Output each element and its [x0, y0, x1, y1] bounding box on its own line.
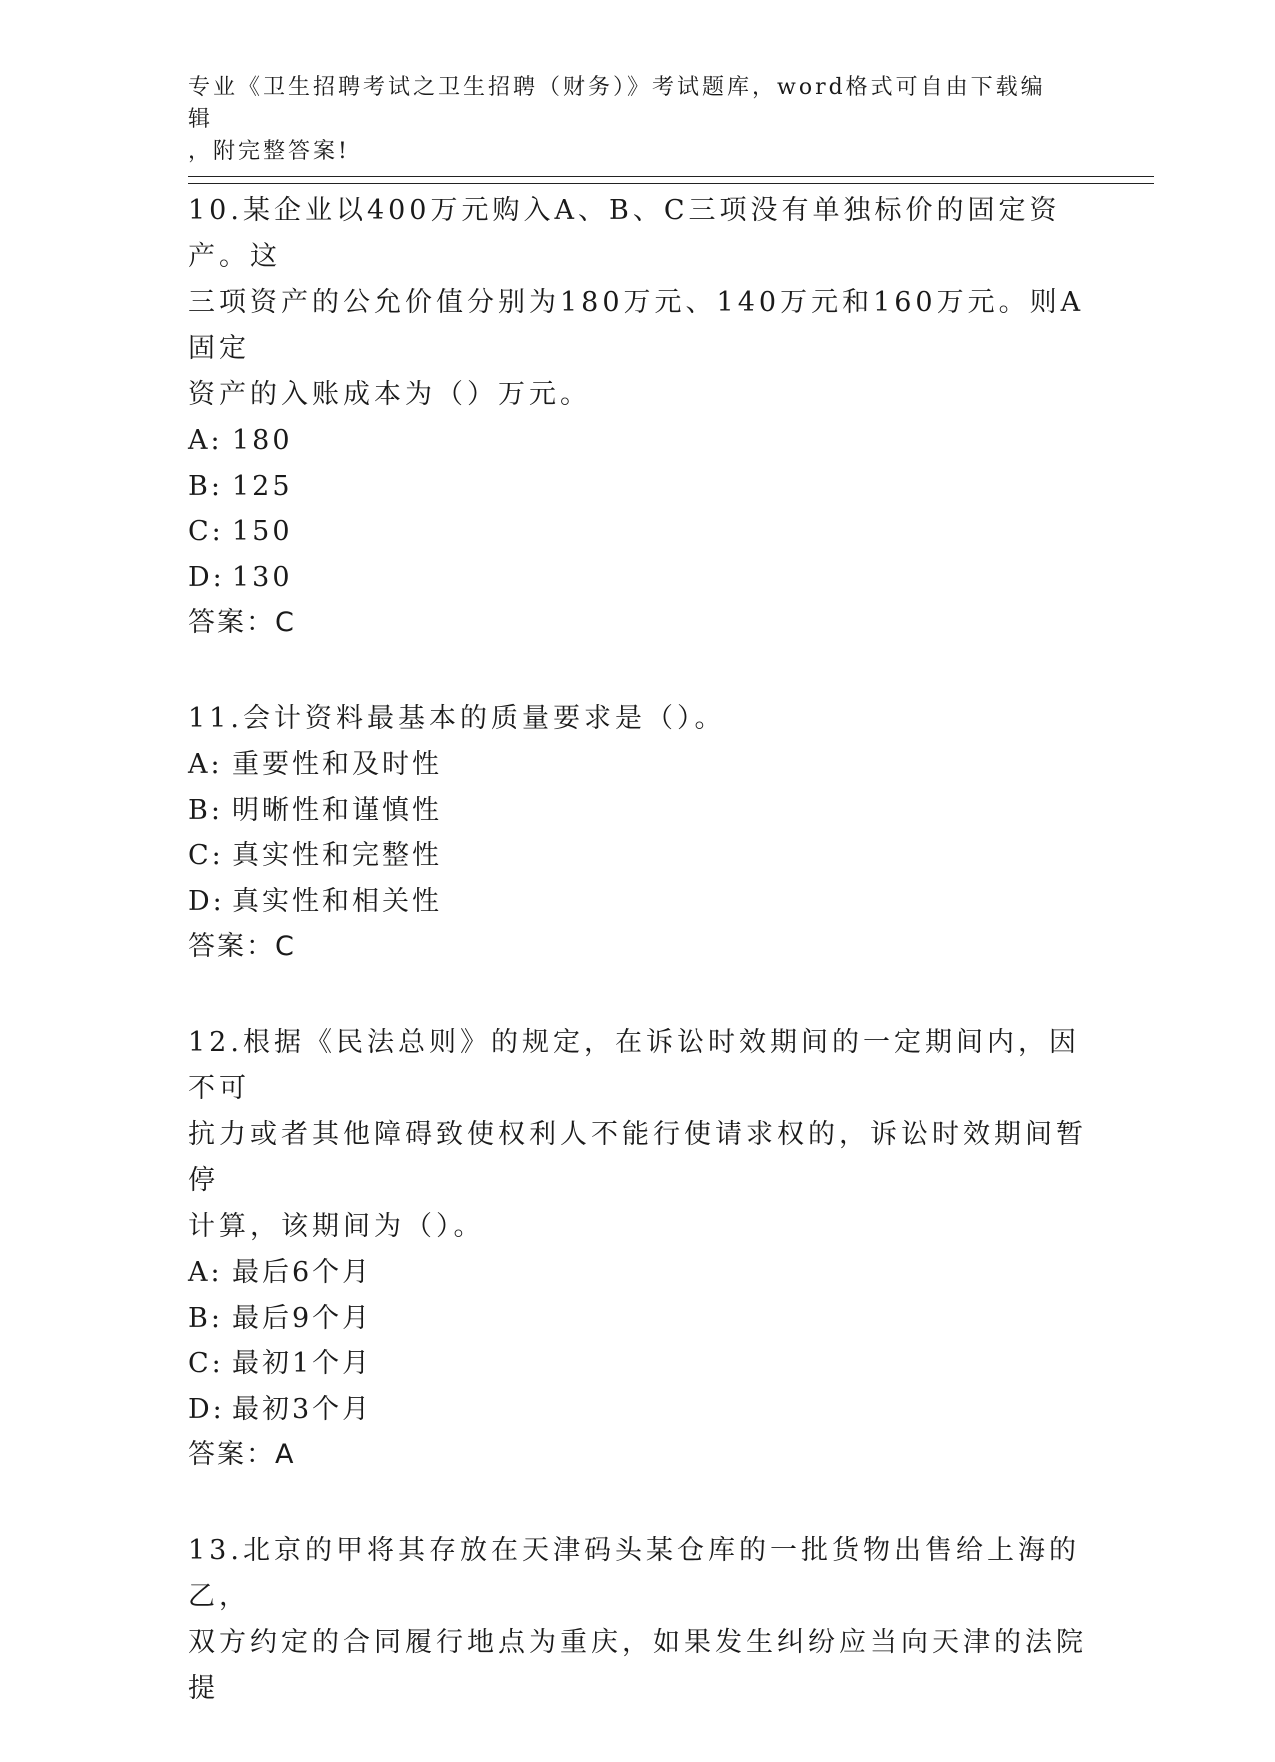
- option-text: 真实性和相关性: [232, 885, 442, 917]
- option-a: [188, 742, 1088, 788]
- option-letter: B:: [188, 470, 223, 502]
- option-letter: A:: [188, 425, 223, 456]
- question-stem: [188, 1020, 1088, 1250]
- answer-line: 答案：C: [188, 931, 296, 962]
- option-letter: C:: [188, 1348, 224, 1379]
- option-letter: D:: [188, 885, 225, 917]
- option-b: [188, 464, 1088, 510]
- option-letter: D:: [188, 1393, 225, 1425]
- question-10: [188, 188, 1088, 646]
- stem-line: 13.北京的甲将其存放在天津码头某仓库的一批货物出售给上海的乙，: [188, 1535, 1080, 1612]
- option-b: [188, 788, 1088, 834]
- option-c: [188, 1341, 1088, 1387]
- option-letter: C:: [188, 516, 224, 547]
- option-text: 180: [232, 425, 293, 456]
- stem-line: 10.某企业以400万元购入A、B、C三项没有单独标价的固定资产。这: [188, 195, 1061, 272]
- stem-line: 抗力或者其他障碍致使权利人不能行使请求权的，诉讼时效期间暂停: [188, 1119, 1087, 1196]
- option-d: [188, 555, 1088, 601]
- option-letter: A:: [188, 1257, 223, 1288]
- option-text: 150: [232, 516, 293, 547]
- option-letter: D:: [188, 561, 225, 593]
- stem-line: 11.会计资料最基本的质量要求是（）。: [188, 703, 726, 734]
- stem-line: 12.根据《民法总则》的规定，在诉讼时效期间的一定期间内，因不可: [188, 1027, 1080, 1104]
- question-12: [188, 1020, 1088, 1478]
- question-stem: [188, 1528, 1088, 1712]
- document-header: [188, 72, 1068, 168]
- header-line-1: 专业《卫生招聘考试之卫生招聘（财务）》考试题库，word格式可自由下载编辑: [188, 75, 1046, 132]
- header-rule-bottom: [188, 183, 1154, 184]
- question-list: [188, 188, 1088, 1762]
- option-c: [188, 509, 1088, 555]
- option-letter: B:: [188, 794, 223, 826]
- option-d: [188, 879, 1088, 925]
- stem-line: 三项资产的公允价值分别为180万元、140万元和160万元。则A固定: [188, 287, 1085, 364]
- option-letter: C:: [188, 840, 224, 871]
- answer-line: 答案：A: [188, 1439, 296, 1470]
- stem-line: 双方约定的合同履行地点为重庆，如果发生纠纷应当向天津的法院提: [188, 1627, 1087, 1704]
- option-text: 明晰性和谨慎性: [232, 794, 442, 826]
- question-stem: [188, 188, 1088, 418]
- option-text: 最初1个月: [232, 1348, 373, 1379]
- option-c: [188, 833, 1088, 879]
- option-text: 125: [232, 470, 293, 502]
- option-b: [188, 1296, 1088, 1342]
- option-letter: A:: [188, 749, 223, 780]
- stem-line: 资产的入账成本为（）万元。: [188, 379, 591, 410]
- question-13: [188, 1528, 1088, 1712]
- option-a: [188, 1250, 1088, 1296]
- stem-line: 计算，该期间为（）。: [188, 1211, 485, 1242]
- option-text: 最后9个月: [232, 1302, 373, 1334]
- question-11: [188, 696, 1088, 970]
- option-text: 重要性和及时性: [232, 749, 442, 780]
- option-text: 最后6个月: [232, 1257, 373, 1288]
- option-text: 真实性和完整性: [232, 840, 442, 871]
- option-text: 最初3个月: [232, 1393, 373, 1425]
- question-stem: [188, 696, 1088, 742]
- answer-line: 答案：C: [188, 607, 296, 638]
- header-line-2: ，附完整答案!: [188, 139, 350, 164]
- option-a: [188, 418, 1088, 464]
- option-text: 130: [232, 561, 293, 593]
- option-letter: B:: [188, 1302, 223, 1334]
- option-d: [188, 1387, 1088, 1433]
- header-rule-top: [188, 176, 1154, 177]
